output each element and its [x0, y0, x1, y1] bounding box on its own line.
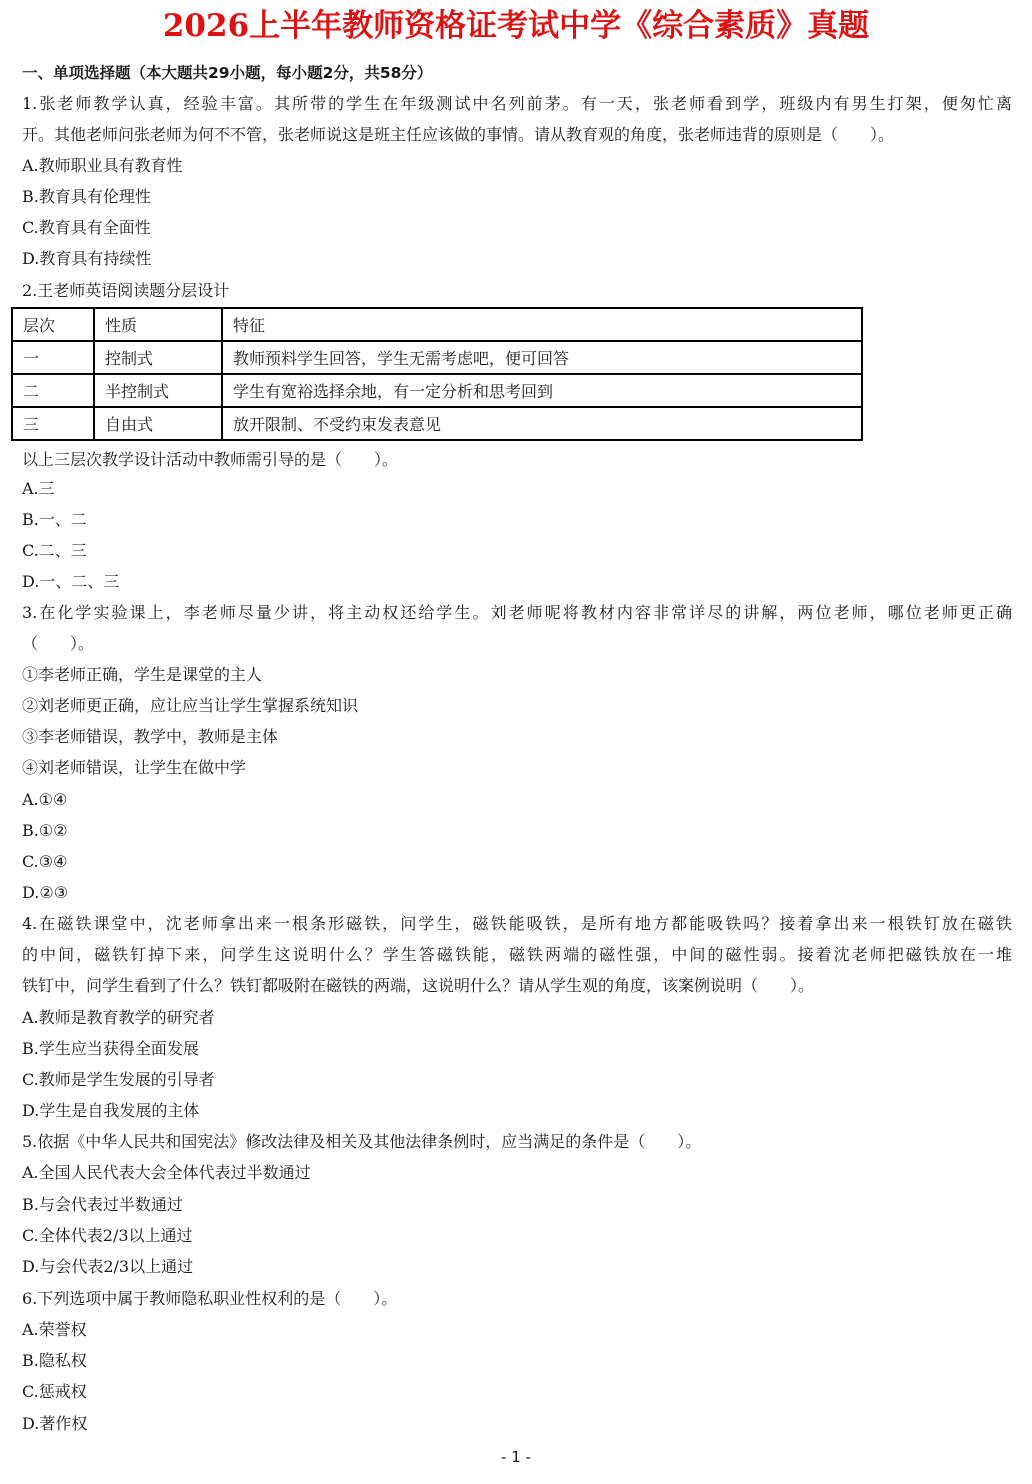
section-heading: 一、单项选择题（本大题共29小题，每小题2分，共58分） [22, 64, 433, 82]
q2-option-d: D.一、二、三 [22, 572, 120, 591]
q3-option-d: D.②③ [22, 883, 69, 902]
table-cell: 半控制式 [94, 374, 222, 407]
q2-option-c: C.二、三 [22, 541, 87, 560]
q3-option-b: B.①② [22, 821, 68, 840]
q2-question: 以上三层次教学设计活动中教师需引导的是（ ）。 [22, 450, 399, 469]
table-cell: 一 [12, 341, 94, 374]
table-cell: 教师预料学生回答，学生无需考虑吧，便可回答 [222, 341, 862, 374]
table-cell: 三 [12, 407, 94, 440]
q6-option-c: C.惩戒权 [22, 1382, 87, 1401]
q4-stem-line-2: 的中间，磁铁钉掉下来，问学生这说明什么？学生答磁铁能，磁铁两端的磁性强，中间的磁性弱。接着沈老师把磁铁放在一堆 [22, 945, 1012, 964]
table-header-cell: 层次 [12, 308, 94, 341]
q3-stem-line-1: 3.在化学实验课上，李老师尽量少讲，将主动权还给学生。刘老师呢将教材内容非常详尽的讲解，两位老师，哪位老师更正确 [22, 603, 1012, 622]
q1-option-b: B.教育具有伦理性 [22, 187, 151, 206]
q2-option-a: A.三 [22, 479, 55, 498]
q3-statement-4: ④刘老师错误，让学生在做中学 [22, 758, 247, 777]
table-header-row [12, 308, 862, 341]
q3-option-c: C.③④ [22, 852, 68, 871]
table-cell: 放开限制、不受约束发表意见 [222, 407, 862, 440]
q3-statement-3: ③李老师错误，教学中，教师是主体 [22, 727, 279, 746]
q3-option-a: A.①④ [22, 790, 68, 809]
table-header-cell: 特征 [222, 308, 862, 341]
q6-option-b: B.隐私权 [22, 1351, 87, 1370]
level-design-table [11, 307, 863, 441]
q4-stem-line-1: 4.在磁铁课堂中，沈老师拿出来一根条形磁铁，问学生，磁铁能吸铁，是所有地方都能吸铁吗？接着拿出来一根铁钉放在磁铁 [22, 914, 1012, 933]
q4-option-c: C.教师是学生发展的引导者 [22, 1070, 215, 1089]
page-number: - 1 - [501, 1448, 531, 1466]
q5-option-c: C.全体代表2/3以上通过 [22, 1226, 193, 1245]
q6-option-d: D.著作权 [22, 1414, 88, 1433]
q1-stem-line-1: 1.张老师教学认真，经验丰富。其所带的学生在年级测试中名列前茅。有一天，张老师看到学，班级内有男生打架，便匆忙离 [22, 94, 1012, 113]
q1-option-d: D.教育具有持续性 [22, 249, 152, 268]
q3-statement-2: ②刘老师更正确，应让应当让学生掌握系统知识 [22, 696, 359, 715]
q5-option-b: B.与会代表过半数通过 [22, 1195, 183, 1214]
table-cell: 自由式 [94, 407, 222, 440]
q4-stem-line-3: 铁钉中，问学生看到了什么？铁钉都吸附在磁铁的两端，这说明什么？请从学生观的角度，该案例说明（ ）。 [22, 976, 815, 995]
q2-stem: 2.王老师英语阅读题分层设计 [22, 281, 230, 300]
q5-stem: 5.依据《中华人民共和国宪法》修改法律及相关及其他法律条例时，应当满足的条件是（ ）。 [22, 1132, 702, 1151]
q4-option-b: B.学生应当获得全面发展 [22, 1039, 199, 1058]
q4-option-a: A.教师是教育教学的研究者 [22, 1008, 215, 1027]
table-cell: 二 [12, 374, 94, 407]
q4-option-d: D.学生是自我发展的主体 [22, 1101, 200, 1120]
table-row [12, 407, 862, 440]
q3-statement-1: ①李老师正确，学生是课堂的主人 [22, 665, 263, 684]
q1-option-a: A.教师职业具有教育性 [22, 156, 183, 175]
table-row [12, 341, 862, 374]
table-header-cell: 性质 [94, 308, 222, 341]
table-cell: 学生有宽裕选择余地，有一定分析和思考回到 [222, 374, 862, 407]
q3-stem-line-2: （ ）。 [22, 634, 95, 653]
q6-stem: 6.下列选项中属于教师隐私职业性权利的是（ ）。 [22, 1289, 398, 1308]
table-cell: 控制式 [94, 341, 222, 374]
q1-stem-line-2: 开。其他老师问张老师为何不不管，张老师说这是班主任应该做的事情。请从教育观的角度，张老师违背的原则是（ ）。 [22, 125, 895, 144]
q5-option-a: A.全国人民代表大会全体代表过半数通过 [22, 1163, 311, 1182]
table-row [12, 374, 862, 407]
page-title: 2026上半年教师资格证考试中学《综合素质》真题 [162, 8, 870, 44]
q1-option-c: C.教育具有全面性 [22, 218, 151, 237]
q6-option-a: A.荣誉权 [22, 1320, 87, 1339]
q2-option-b: B.一、二 [22, 510, 87, 529]
q5-option-d: D.与会代表2/3以上通过 [22, 1257, 194, 1276]
